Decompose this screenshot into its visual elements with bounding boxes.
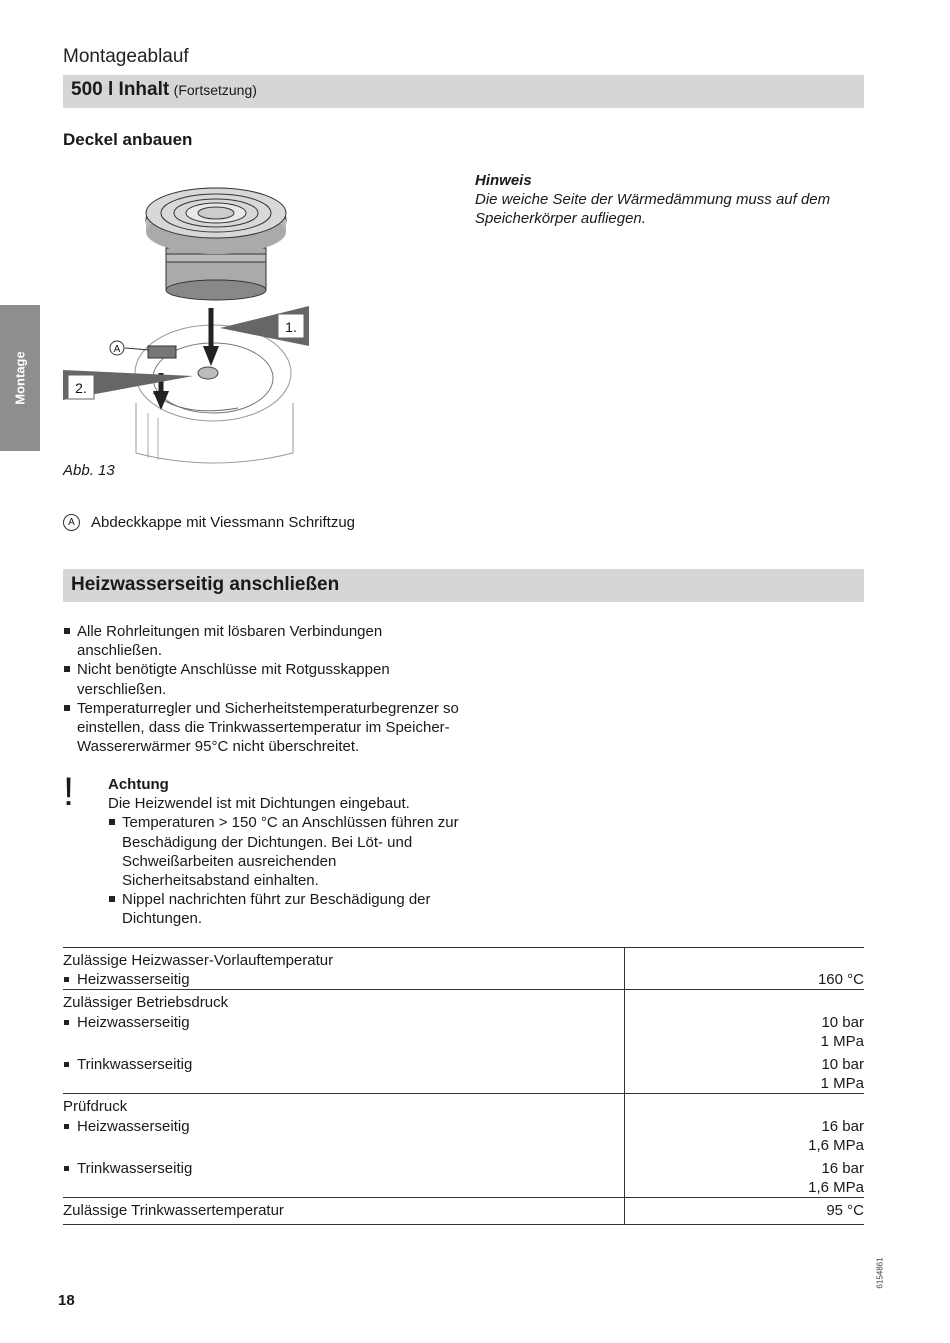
row-value: 95 °C <box>826 1202 864 1220</box>
table-cell <box>63 1155 624 1198</box>
table-cell <box>624 948 864 971</box>
table-cell <box>624 1013 864 1051</box>
step-2-label: 2. <box>75 380 87 396</box>
table-cell <box>63 1117 624 1155</box>
table-cell <box>624 1198 864 1224</box>
group-label: Zulässige Trinkwassertemperatur <box>63 1202 284 1220</box>
row-value: 16 bar <box>821 1117 864 1135</box>
row-label: Trinkwasserseitig <box>63 1159 624 1178</box>
table-cell <box>63 970 624 990</box>
list-item: Nippel nachrichten führt zur Beschädigung der Dichtungen. <box>108 890 468 928</box>
figure-key-a: A <box>113 344 121 355</box>
row-label: Trinkwasserseitig <box>63 1055 624 1074</box>
table-row <box>63 1117 864 1155</box>
row-value: 1 MPa <box>820 1032 864 1050</box>
table-row <box>63 970 864 990</box>
row-value: 16 bar <box>821 1160 864 1178</box>
row-value: 1 MPa <box>820 1075 864 1093</box>
warning-icon: ! <box>63 770 75 814</box>
list-item: Nicht benötigte Anschlüsse mit Rotgusskappen verschließen. <box>63 660 463 698</box>
row-label: Heizwasserseitig <box>63 970 624 989</box>
table-cell <box>63 1051 624 1094</box>
side-tab <box>0 305 40 451</box>
table-cell <box>63 990 624 1013</box>
legend-key: A <box>63 514 80 531</box>
legend-text: Abdeckkappe mit Viessmann Schriftzug <box>91 514 356 531</box>
warning-title: Achtung <box>108 776 169 793</box>
table-cell <box>624 1051 864 1094</box>
row-value: 10 bar <box>821 1013 864 1031</box>
section-heading-deckel: Deckel anbauen <box>63 130 193 149</box>
hint-title: Hinweis <box>475 172 532 189</box>
tank-lid-illustration <box>63 168 323 468</box>
table-row <box>63 990 864 1013</box>
table-row <box>63 1155 864 1198</box>
hint-box <box>475 171 865 228</box>
table-cell <box>624 970 864 990</box>
group-label: Zulässige Heizwasser-Vorlauftemperatur <box>63 952 334 969</box>
page-title-suffix: (Fortsetzung) <box>173 82 257 98</box>
step-1-label: 1. <box>285 319 297 335</box>
document-number <box>873 1255 887 1291</box>
section-heading-heizwasser: Heizwasserseitig anschließen <box>63 569 864 602</box>
table-row <box>63 1051 864 1094</box>
figure-caption: Abb. 13 <box>63 462 115 479</box>
row-value: 160 °C <box>817 971 864 989</box>
table-cell <box>63 1094 624 1117</box>
list-item: Temperaturen > 150 °C an Anschlüssen führen zur Beschädigung der Dichtungen. Bei Löt- und Schweißarbeiten ausreichenden Sicherheitsabstand einhalten. <box>108 813 468 890</box>
document-number-text: 6154861 <box>875 1257 885 1289</box>
chapter-title: Montageablauf <box>63 46 189 67</box>
side-tab-label: Montage <box>12 351 28 405</box>
row-label: Heizwasserseitig <box>63 1117 624 1136</box>
group-label: Prüfdruck <box>63 1098 128 1116</box>
page-number: 18 <box>58 1292 75 1309</box>
list-item: Alle Rohrleitungen mit lösbaren Verbindungen anschließen. <box>63 622 463 660</box>
figure-13 <box>63 168 323 468</box>
table-row <box>63 1094 864 1117</box>
table-cell <box>63 1198 624 1224</box>
row-label: Heizwasserseitig <box>63 1013 624 1032</box>
list-item: Temperaturregler und Sicherheitstemperaturbegrenzer so einstellen, dass die Trinkwassertemperatur im Speicher-Wassererwärmer 95°C nicht überschreitet. <box>63 699 463 757</box>
table-cell <box>624 1094 864 1117</box>
table-cell <box>624 1117 864 1155</box>
warning-list <box>108 813 468 928</box>
hint-text: Die weiche Seite der Wärmedämmung muss auf dem Speicherkörper aufliegen. <box>475 191 831 227</box>
page-title-bar <box>63 75 864 108</box>
table-row <box>63 948 864 971</box>
row-value: 1,6 MPa <box>808 1179 864 1197</box>
table-row <box>63 1198 864 1224</box>
table-cell <box>624 1155 864 1198</box>
table-cell <box>63 1013 624 1051</box>
warning-text: Die Heizwendel ist mit Dichtungen eingebaut. <box>108 795 410 813</box>
warning-box <box>108 775 468 929</box>
group-label: Zulässiger Betriebsdruck <box>63 994 229 1012</box>
figure-legend <box>63 514 355 531</box>
table-cell <box>624 990 864 1013</box>
spec-table <box>63 947 864 1225</box>
page-title: 500 l Inhalt <box>71 79 170 100</box>
table-row <box>63 1013 864 1051</box>
row-value: 1,6 MPa <box>808 1136 864 1154</box>
instruction-list <box>63 622 463 756</box>
row-value: 10 bar <box>821 1056 864 1074</box>
table-cell <box>63 948 624 971</box>
